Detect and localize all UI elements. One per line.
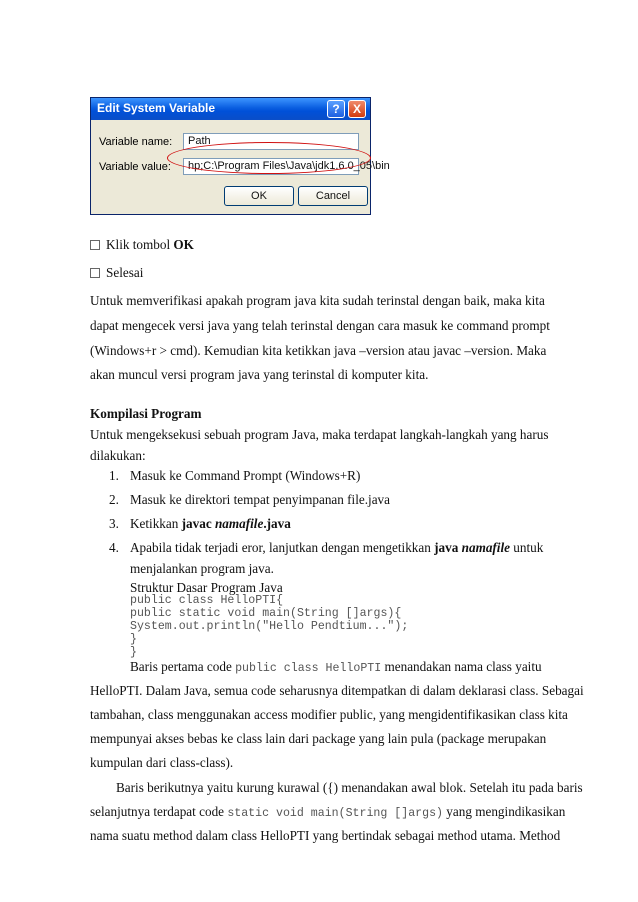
help-button[interactable]: ? bbox=[327, 100, 345, 118]
highlight-oval bbox=[167, 142, 371, 174]
code-line: public class HelloPTI{ bbox=[130, 594, 284, 607]
para2-line: dilakukan: bbox=[90, 448, 146, 463]
code-line: } bbox=[130, 633, 137, 646]
bullet-box-icon bbox=[90, 240, 100, 250]
para2-line: Untuk mengeksekusi sebuah program Java, maka terdapat langkah-langkah yang harus bbox=[90, 427, 549, 442]
para1-line: akan muncul versi program java yang terinstal di komputer kita. bbox=[90, 367, 429, 382]
close-button[interactable]: X bbox=[348, 100, 366, 118]
para4-line: nama suatu method dalam class HelloPTI yang bertindak sebagai method utama. Method bbox=[90, 828, 561, 843]
step-text: Apabila tidak terjadi eror, lanjutkan dengan mengetikkan java namafile untuk bbox=[130, 540, 544, 555]
code-heading: Struktur Dasar Program Java bbox=[130, 580, 283, 595]
section-heading: Kompilasi Program bbox=[90, 406, 202, 421]
step-text: Masuk ke direktori tempat penyimpanan file.java bbox=[130, 492, 391, 507]
dialog-titlebar bbox=[91, 98, 370, 120]
para3-line: kumpulan dari class-class). bbox=[90, 755, 234, 770]
step-text-continued: menjalankan program java. bbox=[130, 561, 274, 576]
para4-line: selanjutnya terdapat code static void main(String []args) yang mengindikasikan bbox=[90, 804, 566, 820]
variable-name-field[interactable]: Path bbox=[183, 133, 359, 150]
bullet-item-selesai: Selesai bbox=[90, 265, 143, 281]
code-line: } bbox=[130, 646, 137, 659]
variable-value-field[interactable]: hp;C:\Program Files\Java\jdk1.6.0_05\bin bbox=[183, 158, 359, 175]
step-item: 3. bbox=[109, 516, 119, 531]
para3-line: HelloPTI. Dalam Java, semua code seharusnya ditempatkan di dalam deklarasi class. Sebagai bbox=[90, 683, 584, 698]
bullet-item-ok: Klik tombol OK bbox=[90, 237, 194, 253]
edit-system-variable-dialog bbox=[90, 97, 390, 215]
variable-name-label: Variable name: bbox=[99, 136, 173, 148]
ok-button[interactable]: OK bbox=[224, 186, 294, 206]
bullet-box-icon bbox=[90, 268, 100, 278]
cancel-button[interactable]: Cancel bbox=[298, 186, 368, 206]
baris-pertama-line: Baris pertama code public class HelloPTI menandakan nama class yaitu bbox=[130, 659, 542, 675]
step-item: 2. bbox=[109, 492, 119, 507]
para1-line: dapat mengecek versi java yang telah terinstal dengan cara masuk ke command prompt bbox=[90, 318, 550, 333]
para4-line: Baris berikutnya yaitu kurung kurawal ({) menandakan awal blok. Setelah itu pada baris bbox=[116, 780, 583, 795]
code-line: System.out.println("Hello Pendtium..."); bbox=[130, 620, 409, 633]
step-text: Masuk ke Command Prompt (Windows+R) bbox=[130, 468, 361, 483]
step-item: 1. bbox=[109, 468, 119, 483]
variable-value-label: Variable value: bbox=[99, 161, 171, 173]
para3-line: mempunyai akses bebas ke class lain dari package yang lain pula (package merupakan bbox=[90, 731, 547, 746]
dialog-title: Edit System Variable bbox=[97, 101, 216, 115]
para1-line: Untuk memverifikasi apakah program java kita sudah terinstal dengan baik, maka kita bbox=[90, 293, 545, 308]
step-text: Ketikkan javac namafile.java bbox=[130, 516, 291, 531]
code-line: public static void main(String []args){ bbox=[130, 607, 402, 620]
para1-line: (Windows+r > cmd). Kemudian kita ketikkan java –version atau javac –version. Maka bbox=[90, 343, 547, 358]
step-item: 4. bbox=[109, 540, 119, 555]
para3-line: tambahan, class menggunakan access modifier public, yang mengidentifikasikan class kita bbox=[90, 707, 568, 722]
